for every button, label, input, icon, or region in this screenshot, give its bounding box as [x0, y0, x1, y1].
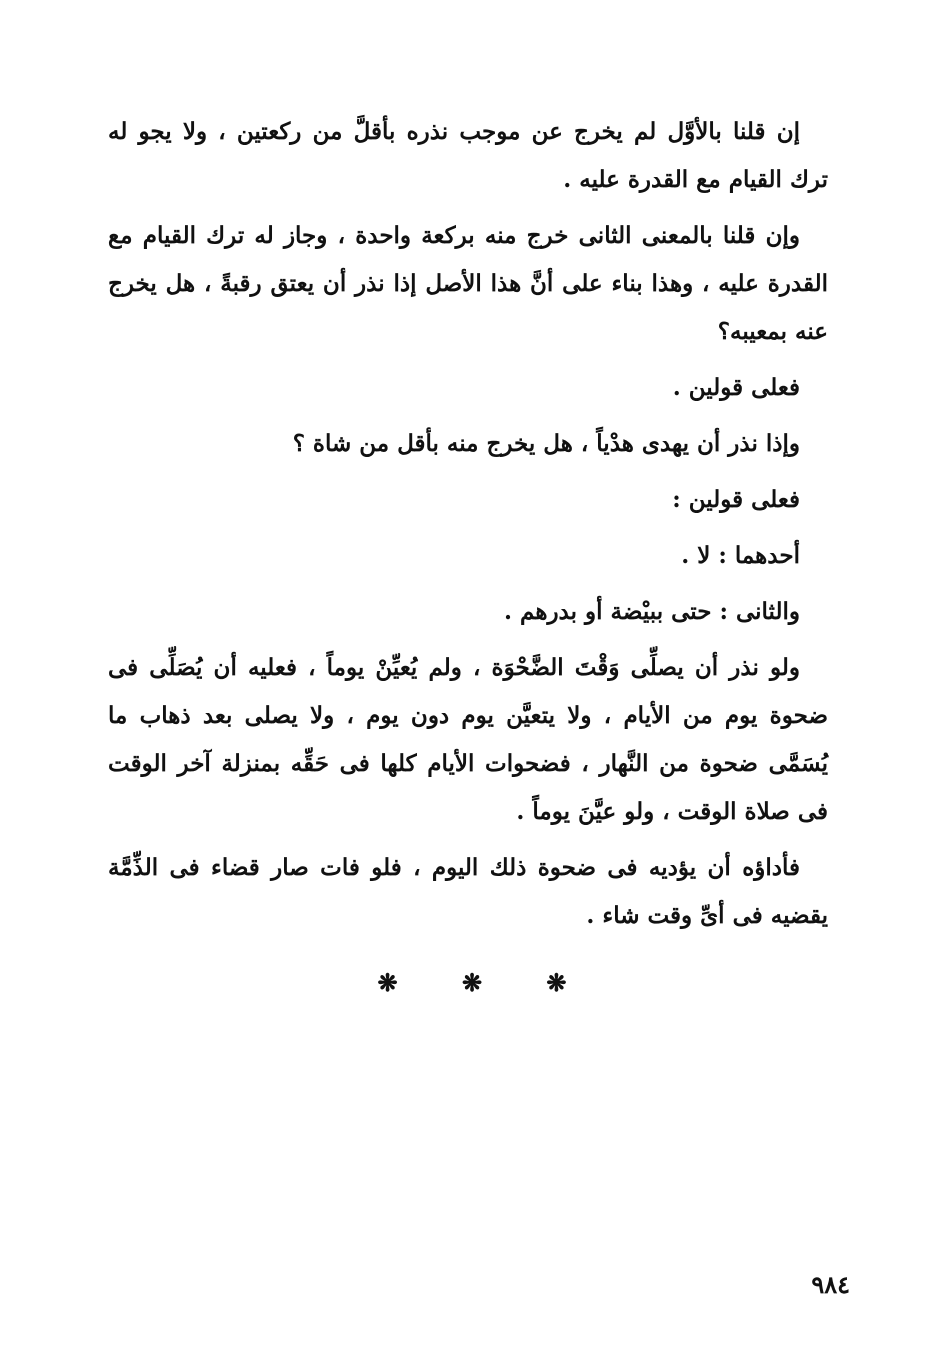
second-opinion-label: والثانى :	[719, 598, 800, 625]
separator-star-icon: ❋	[377, 968, 398, 997]
paragraph-two-opinions-1: فعلى قولين .	[672, 374, 800, 401]
paragraph-second-meaning: وإن قلنا بالمعنى الثانى خرج منه بركعة واحدة ، وجاز له ترك القيام مع القدرة عليه ، وهذا بناء على أنَّ هذا الأصل إذا نذر أن يعتق رقبةً ، هل يخرج عنه بمعيبه؟	[108, 222, 828, 345]
page-body	[108, 108, 828, 948]
paragraph-hady-question: وإذا نذر أن يهدى هدْياً ، هل يخرج منه بأقل من شاة ؟	[292, 430, 800, 457]
paragraph-duha-vow: ولو نذر أن يصلِّى وَقْتَ الضَّحْوَة ، ولم يُعيِّنْ يوماً ، فعليه أن يُصَلِّى فى ضحوة يوم من الأيام ، ولا يتعيَّن يوم دون يوم ، ولا يصلى بعد ذهاب ما يُسَمَّى ضحوة من النَّهار ، فضحوات الأيام كلها فى حَقِّه بمنزلة آخر الوقت فى صلاة الوقت ، ولو عيَّنَ يوماً .	[108, 654, 828, 825]
paragraph-two-opinions-2: فعلى قولين :	[672, 486, 800, 513]
separator-star-icon: ❋	[461, 968, 483, 997]
paragraph-performance: فأداؤه أن يؤديه فى ضحوة ذلك اليوم ، فلو فات صار قضاء فى الذِّمَّة يقضيه فى أىِّ وقت شاء .	[108, 854, 828, 929]
section-separator	[0, 968, 944, 997]
paragraph-first-meaning: إن قلنا بالأوَّل لم يخرج عن موجب نذره بأقلَّ من ركعتين ، ولا يجو له ترك القيام مع القدرة عليه .	[108, 118, 828, 193]
paragraph-second-opinion	[108, 588, 828, 636]
first-opinion-label: أحدهما :	[718, 542, 800, 569]
page-number: ٩٨٤	[811, 1270, 850, 1299]
separator-star-icon: ❋	[546, 968, 567, 997]
paragraph-first-opinion	[108, 532, 828, 580]
second-opinion-text: حتى ببيْضة أو بدرهم .	[504, 598, 712, 625]
first-opinion-text: لا .	[681, 542, 711, 569]
